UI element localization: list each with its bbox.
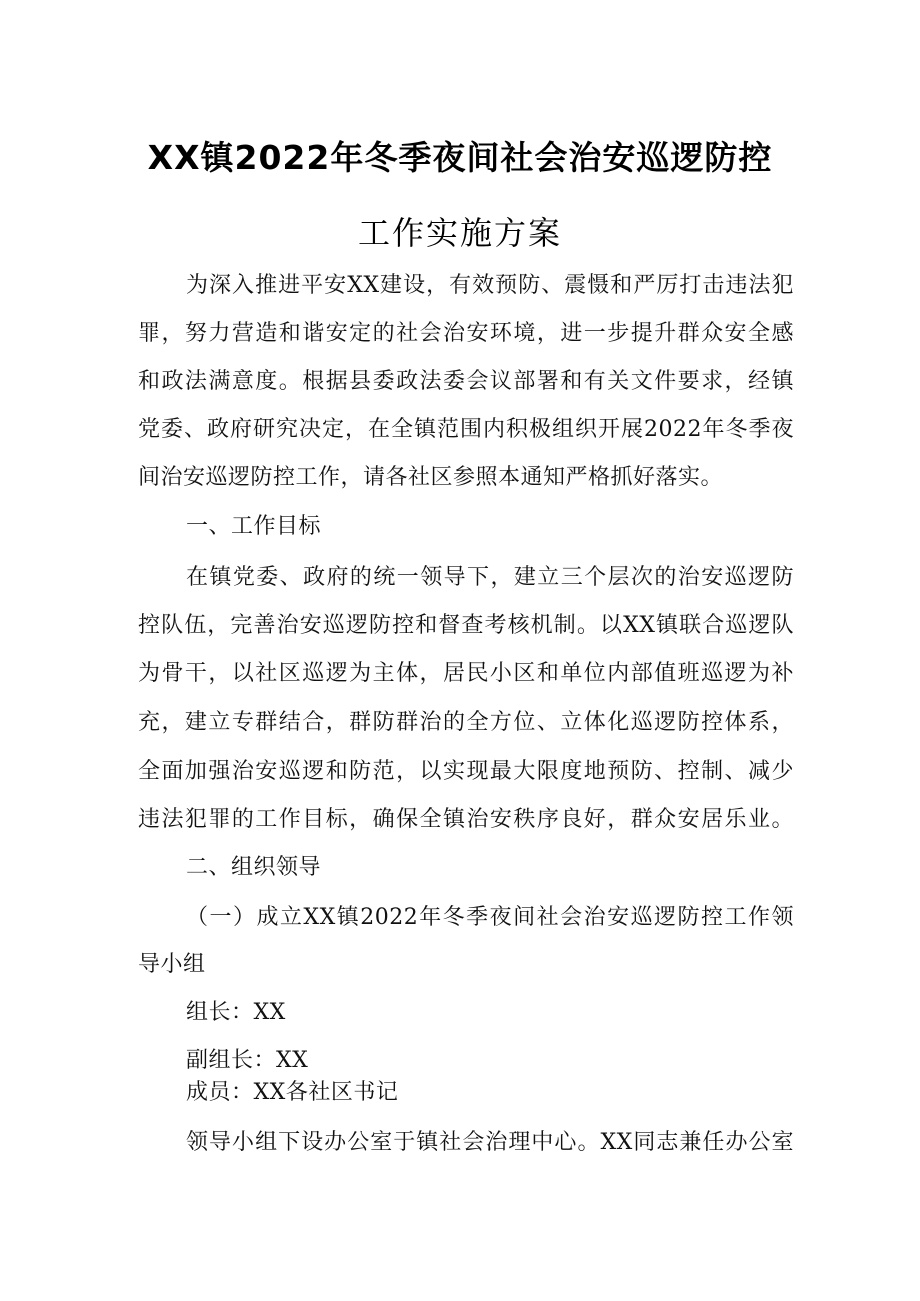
subsection-1-line-1: （一）成立XX镇2022年冬季夜间社会治安巡逻防控工作领 — [186, 905, 794, 930]
intro-line-1: 为深入推进平安XX建设，有效预防、震慑和严厉打击违法犯 — [186, 273, 794, 298]
document-title-line-1: XX镇2022年冬季夜间社会治安巡逻防控 — [147, 138, 773, 177]
office-line: 领导小组下设办公室于镇社会治理中心。XX同志兼任办公室 — [186, 1130, 794, 1155]
subsection-1-line-2: 导小组 — [138, 952, 206, 977]
intro-line-5: 间治安巡逻防控工作，请各社区参照本通知严格抓好落实。 — [138, 465, 724, 490]
members-line: 成员：XX各社区书记 — [186, 1080, 399, 1105]
intro-line-4: 党委、政府研究决定，在全镇范围内积极组织开展2022年冬季夜 — [138, 417, 794, 442]
section-1-line-6: 违法犯罪的工作目标，确保全镇治安秩序良好，群众安居乐业。 — [138, 807, 794, 832]
section-1-line-1: 在镇党委、政府的统一领导下，建立三个层次的治安巡逻防 — [186, 565, 794, 590]
document-title-line-2: 工作实施方案 — [357, 214, 562, 252]
section-1-line-5: 全面加强治安巡逻和防范，以实现最大限度地预防、控制、减少 — [138, 759, 794, 784]
section-2-heading: 二、组织领导 — [186, 855, 322, 880]
section-1-heading: 一、工作目标 — [186, 514, 322, 539]
section-1-line-4: 充，建立专群结合，群防群治的全方位、立体化巡逻防控体系， — [138, 710, 794, 735]
intro-line-2: 罪，努力营造和谐安定的社会治安环境，进一步提升群众安全感 — [138, 321, 794, 346]
section-1-line-2: 控队伍，完善治安巡逻防控和督查考核机制。以XX镇联合巡逻队 — [138, 613, 794, 638]
deputy-leader-line: 副组长：XX — [186, 1048, 309, 1073]
section-1-line-3: 为骨干，以社区巡逻为主体，居民小区和单位内部值班巡逻为补 — [138, 661, 794, 686]
leader-line: 组长：XX — [186, 1000, 286, 1025]
intro-line-3: 和政法满意度。根据县委政法委会议部署和有关文件要求，经镇 — [138, 369, 794, 394]
